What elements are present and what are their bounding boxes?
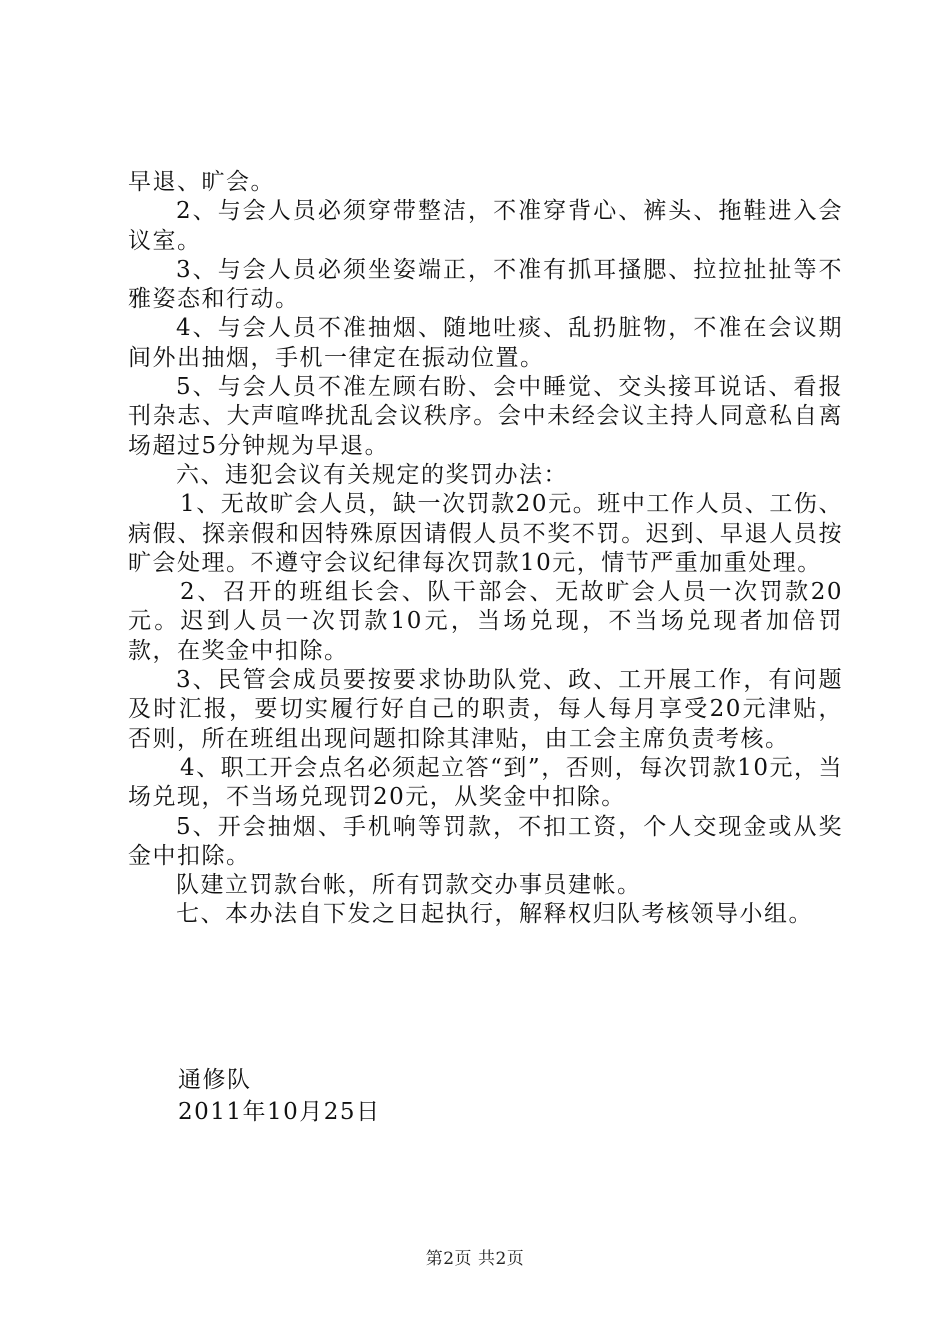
paragraph-rule-3: 3、与会人员必须坐姿端正，不准有抓耳搔腮、拉拉扯扯等不雅姿态和行动。: [128, 256, 843, 313]
section-heading-six: 六、违犯会议有关规定的奖罚办法：: [176, 461, 568, 488]
signature-unit: 通修队: [178, 1067, 252, 1093]
paragraph-penalty-5: 5、开会抽烟、手机响等罚款，不扣工资，个人交现金或从奖金中扣除。: [128, 813, 843, 869]
paragraph-fine-ledger: 队建立罚款台帐，所有罚款交办事员建帐。: [176, 872, 642, 899]
paragraph-penalty-2: 2、召开的班组长会、队干部会、无故旷会人员一次罚款20元。迟到人员一次罚款10元，当场兑现，不当场兑现者加倍罚款，在奖金中扣除。: [128, 579, 843, 664]
paragraph-rule-4: 4、与会人员不准抽烟、随地吐痰、乱扔脏物，不准在会议期间外出抽烟，手机一律定在振动位置。: [128, 315, 843, 371]
paragraph-penalty-3: 3、民管会成员要按要求协助队党、政、工开展工作，有问题及时汇报，要切实履行好自己的职责，每人每月享受20元津贴，否则，所在班组出现问题扣除其津贴，由工会主席负责考核。: [128, 667, 843, 752]
paragraph-penalty-1: 1、无故旷会人员，缺一次罚款20元。班中工作人员、工伤、病假、探亲假和因特殊原因请假人员不奖不罚。迟到、早退人员按旷会处理。不遵守会议纪律每次罚款10元，情节严重加重处理。: [128, 491, 843, 576]
signature-date: 2011年10月25日: [178, 1099, 381, 1125]
paragraph-penalty-4: 4、职工开会点名必须起立答“到”，否则，每次罚款10元，当场兑现，不当场兑现罚20元，从奖金中扣除。: [128, 754, 843, 811]
document-body: [128, 168, 843, 930]
paragraph-rule-5: 5、与会人员不准左顾右盼、会中睡觉、交头接耳说话、看报刊杂志、大声喧哗扰乱会议秩序。会中未经会议主持人同意私自离场超过5分钟规为早退。: [128, 374, 843, 459]
page-number: 第2页 共2页: [425, 1249, 525, 1269]
paragraph-early-leave: 早退、旷会。: [128, 169, 275, 195]
section-heading-seven: 七、本办法自下发之日起执行，解释权归队考核领导小组。: [176, 901, 813, 928]
paragraph-rule-2: 2、与会人员必须穿带整洁，不准穿背心、裤头、拖鞋进入会议室。: [128, 198, 843, 254]
